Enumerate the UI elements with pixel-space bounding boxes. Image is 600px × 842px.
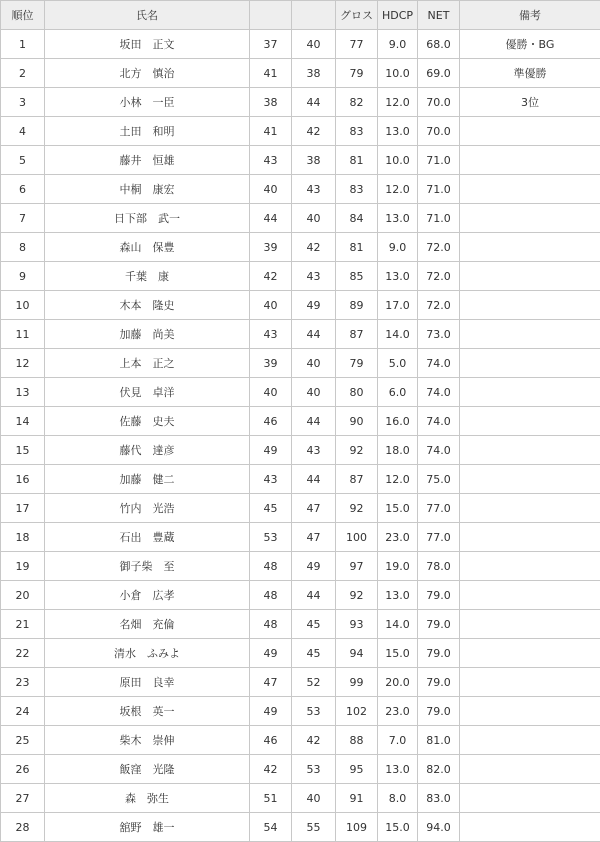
- gross-cell: 99: [336, 668, 378, 697]
- note-cell: 優勝・BG: [460, 30, 600, 59]
- name-cell: 原田 良幸: [45, 668, 250, 697]
- table-row: [1, 146, 600, 175]
- hdcp-cell: 14.0: [378, 320, 418, 349]
- gross-cell: 87: [336, 465, 378, 494]
- note-cell: [460, 407, 600, 436]
- out-score-cell: 48: [250, 581, 292, 610]
- net-cell: 78.0: [418, 552, 460, 581]
- table-row: [1, 117, 600, 146]
- hdcp-cell: 9.0: [378, 30, 418, 59]
- in-score-cell: 40: [292, 378, 336, 407]
- gross-cell: 97: [336, 552, 378, 581]
- rank-cell: 14: [1, 407, 45, 436]
- table-row: [1, 465, 600, 494]
- rank-cell: 5: [1, 146, 45, 175]
- hdcp-cell: 12.0: [378, 88, 418, 117]
- name-cell: 柴木 崇伸: [45, 726, 250, 755]
- out-score-cell: 42: [250, 755, 292, 784]
- note-cell: [460, 697, 600, 726]
- net-cell: 79.0: [418, 668, 460, 697]
- net-cell: 71.0: [418, 204, 460, 233]
- table-row: [1, 697, 600, 726]
- name-cell: 木本 隆史: [45, 291, 250, 320]
- table-row: [1, 610, 600, 639]
- table-row: [1, 581, 600, 610]
- gross-cell: 79: [336, 349, 378, 378]
- rank-cell: 18: [1, 523, 45, 552]
- out-score-cell: 48: [250, 552, 292, 581]
- name-cell: 藤代 達彦: [45, 436, 250, 465]
- header-note: 備考: [460, 1, 600, 30]
- name-cell: 加藤 健二: [45, 465, 250, 494]
- rank-cell: 15: [1, 436, 45, 465]
- table-row: [1, 639, 600, 668]
- out-score-cell: 54: [250, 813, 292, 842]
- name-cell: 小林 一臣: [45, 88, 250, 117]
- rank-cell: 8: [1, 233, 45, 262]
- in-score-cell: 40: [292, 784, 336, 813]
- rank-cell: 21: [1, 610, 45, 639]
- out-score-cell: 39: [250, 233, 292, 262]
- table-header: [1, 1, 600, 30]
- hdcp-cell: 13.0: [378, 581, 418, 610]
- note-cell: [460, 494, 600, 523]
- rank-cell: 12: [1, 349, 45, 378]
- in-score-cell: 43: [292, 436, 336, 465]
- in-score-cell: 43: [292, 262, 336, 291]
- gross-cell: 94: [336, 639, 378, 668]
- rank-cell: 23: [1, 668, 45, 697]
- rank-cell: 28: [1, 813, 45, 842]
- header-gross: グロス: [336, 1, 378, 30]
- hdcp-cell: 18.0: [378, 436, 418, 465]
- table-row: [1, 88, 600, 117]
- name-cell: 佐藤 史夫: [45, 407, 250, 436]
- net-cell: 75.0: [418, 465, 460, 494]
- out-score-cell: 39: [250, 349, 292, 378]
- out-score-cell: 43: [250, 465, 292, 494]
- net-cell: 71.0: [418, 146, 460, 175]
- gross-cell: 83: [336, 175, 378, 204]
- name-cell: 竹内 光浩: [45, 494, 250, 523]
- name-cell: 千葉 康: [45, 262, 250, 291]
- note-cell: [460, 378, 600, 407]
- gross-cell: 102: [336, 697, 378, 726]
- name-cell: 上本 正之: [45, 349, 250, 378]
- name-cell: 石出 豊蔵: [45, 523, 250, 552]
- in-score-cell: 38: [292, 59, 336, 88]
- hdcp-cell: 9.0: [378, 233, 418, 262]
- rank-cell: 17: [1, 494, 45, 523]
- hdcp-cell: 13.0: [378, 204, 418, 233]
- name-cell: 加藤 尚美: [45, 320, 250, 349]
- hdcp-cell: 6.0: [378, 378, 418, 407]
- net-cell: 72.0: [418, 233, 460, 262]
- net-cell: 70.0: [418, 88, 460, 117]
- note-cell: [460, 436, 600, 465]
- hdcp-cell: 13.0: [378, 262, 418, 291]
- header-row: [1, 1, 600, 30]
- in-score-cell: 43: [292, 175, 336, 204]
- name-cell: 小倉 広孝: [45, 581, 250, 610]
- hdcp-cell: 15.0: [378, 639, 418, 668]
- gross-cell: 100: [336, 523, 378, 552]
- note-cell: [460, 146, 600, 175]
- net-cell: 72.0: [418, 262, 460, 291]
- hdcp-cell: 13.0: [378, 755, 418, 784]
- in-score-cell: 44: [292, 320, 336, 349]
- gross-cell: 85: [336, 262, 378, 291]
- in-score-cell: 44: [292, 581, 336, 610]
- out-score-cell: 48: [250, 610, 292, 639]
- name-cell: 飯窪 光隆: [45, 755, 250, 784]
- in-score-cell: 53: [292, 697, 336, 726]
- note-cell: [460, 465, 600, 494]
- hdcp-cell: 7.0: [378, 726, 418, 755]
- gross-cell: 109: [336, 813, 378, 842]
- net-cell: 79.0: [418, 610, 460, 639]
- table-row: [1, 291, 600, 320]
- note-cell: [460, 523, 600, 552]
- rank-cell: 7: [1, 204, 45, 233]
- net-cell: 77.0: [418, 494, 460, 523]
- net-cell: 79.0: [418, 697, 460, 726]
- net-cell: 69.0: [418, 59, 460, 88]
- in-score-cell: 45: [292, 639, 336, 668]
- out-score-cell: 53: [250, 523, 292, 552]
- out-score-cell: 49: [250, 697, 292, 726]
- gross-cell: 91: [336, 784, 378, 813]
- gross-cell: 79: [336, 59, 378, 88]
- table-row: [1, 784, 600, 813]
- out-score-cell: 49: [250, 639, 292, 668]
- note-cell: [460, 175, 600, 204]
- note-cell: [460, 552, 600, 581]
- gross-cell: 90: [336, 407, 378, 436]
- note-cell: [460, 813, 600, 842]
- note-cell: [460, 204, 600, 233]
- hdcp-cell: 8.0: [378, 784, 418, 813]
- gross-cell: 92: [336, 494, 378, 523]
- note-cell: [460, 233, 600, 262]
- header-name: 氏名: [45, 1, 250, 30]
- out-score-cell: 41: [250, 117, 292, 146]
- out-score-cell: 44: [250, 204, 292, 233]
- rank-cell: 19: [1, 552, 45, 581]
- in-score-cell: 42: [292, 233, 336, 262]
- hdcp-cell: 16.0: [378, 407, 418, 436]
- header-out: [250, 1, 292, 30]
- rank-cell: 26: [1, 755, 45, 784]
- out-score-cell: 38: [250, 88, 292, 117]
- table-body: [1, 30, 600, 842]
- gross-cell: 89: [336, 291, 378, 320]
- gross-cell: 83: [336, 117, 378, 146]
- rank-cell: 6: [1, 175, 45, 204]
- hdcp-cell: 14.0: [378, 610, 418, 639]
- note-cell: 3位: [460, 88, 600, 117]
- gross-cell: 84: [336, 204, 378, 233]
- in-score-cell: 40: [292, 204, 336, 233]
- gross-cell: 82: [336, 88, 378, 117]
- rank-cell: 16: [1, 465, 45, 494]
- name-cell: 伏見 卓洋: [45, 378, 250, 407]
- table-row: [1, 30, 600, 59]
- out-score-cell: 51: [250, 784, 292, 813]
- table-row: [1, 349, 600, 378]
- in-score-cell: 38: [292, 146, 336, 175]
- table-row: [1, 813, 600, 842]
- in-score-cell: 47: [292, 494, 336, 523]
- rank-cell: 13: [1, 378, 45, 407]
- rank-cell: 4: [1, 117, 45, 146]
- in-score-cell: 53: [292, 755, 336, 784]
- name-cell: 中桐 康宏: [45, 175, 250, 204]
- hdcp-cell: 10.0: [378, 59, 418, 88]
- out-score-cell: 42: [250, 262, 292, 291]
- out-score-cell: 40: [250, 291, 292, 320]
- out-score-cell: 41: [250, 59, 292, 88]
- gross-cell: 88: [336, 726, 378, 755]
- table-row: [1, 494, 600, 523]
- net-cell: 94.0: [418, 813, 460, 842]
- rank-cell: 24: [1, 697, 45, 726]
- out-score-cell: 45: [250, 494, 292, 523]
- in-score-cell: 44: [292, 407, 336, 436]
- in-score-cell: 42: [292, 117, 336, 146]
- table-row: [1, 755, 600, 784]
- header-hdcp: HDCP: [378, 1, 418, 30]
- name-cell: 土田 和明: [45, 117, 250, 146]
- out-score-cell: 37: [250, 30, 292, 59]
- table-row: [1, 552, 600, 581]
- name-cell: 日下部 武一: [45, 204, 250, 233]
- header-net: NET: [418, 1, 460, 30]
- in-score-cell: 45: [292, 610, 336, 639]
- in-score-cell: 55: [292, 813, 336, 842]
- table-row: [1, 175, 600, 204]
- note-cell: [460, 581, 600, 610]
- table-row: [1, 204, 600, 233]
- net-cell: 81.0: [418, 726, 460, 755]
- rank-cell: 1: [1, 30, 45, 59]
- in-score-cell: 44: [292, 88, 336, 117]
- hdcp-cell: 17.0: [378, 291, 418, 320]
- table-row: [1, 436, 600, 465]
- net-cell: 73.0: [418, 320, 460, 349]
- note-cell: [460, 349, 600, 378]
- hdcp-cell: 19.0: [378, 552, 418, 581]
- out-score-cell: 47: [250, 668, 292, 697]
- out-score-cell: 46: [250, 407, 292, 436]
- table-row: [1, 262, 600, 291]
- net-cell: 74.0: [418, 407, 460, 436]
- note-cell: [460, 291, 600, 320]
- rank-cell: 3: [1, 88, 45, 117]
- name-cell: 森山 保豊: [45, 233, 250, 262]
- table-row: [1, 59, 600, 88]
- rank-cell: 2: [1, 59, 45, 88]
- out-score-cell: 40: [250, 175, 292, 204]
- gross-cell: 81: [336, 233, 378, 262]
- hdcp-cell: 23.0: [378, 523, 418, 552]
- net-cell: 82.0: [418, 755, 460, 784]
- in-score-cell: 40: [292, 30, 336, 59]
- table-row: [1, 233, 600, 262]
- rank-cell: 27: [1, 784, 45, 813]
- hdcp-cell: 12.0: [378, 465, 418, 494]
- in-score-cell: 47: [292, 523, 336, 552]
- out-score-cell: 43: [250, 146, 292, 175]
- out-score-cell: 49: [250, 436, 292, 465]
- hdcp-cell: 13.0: [378, 117, 418, 146]
- in-score-cell: 49: [292, 291, 336, 320]
- name-cell: 御子柴 至: [45, 552, 250, 581]
- name-cell: 坂根 英一: [45, 697, 250, 726]
- gross-cell: 95: [336, 755, 378, 784]
- name-cell: 藤井 恒雄: [45, 146, 250, 175]
- in-score-cell: 40: [292, 349, 336, 378]
- in-score-cell: 42: [292, 726, 336, 755]
- net-cell: 77.0: [418, 523, 460, 552]
- table-row: [1, 320, 600, 349]
- net-cell: 79.0: [418, 639, 460, 668]
- rank-cell: 22: [1, 639, 45, 668]
- out-score-cell: 43: [250, 320, 292, 349]
- header-rank: 順位: [1, 1, 45, 30]
- gross-cell: 92: [336, 581, 378, 610]
- table-row: [1, 407, 600, 436]
- rank-cell: 9: [1, 262, 45, 291]
- out-score-cell: 46: [250, 726, 292, 755]
- hdcp-cell: 12.0: [378, 175, 418, 204]
- note-cell: [460, 726, 600, 755]
- name-cell: 坂田 正文: [45, 30, 250, 59]
- rank-cell: 10: [1, 291, 45, 320]
- table-row: [1, 523, 600, 552]
- out-score-cell: 40: [250, 378, 292, 407]
- hdcp-cell: 10.0: [378, 146, 418, 175]
- net-cell: 71.0: [418, 175, 460, 204]
- table-row: [1, 668, 600, 697]
- hdcp-cell: 15.0: [378, 813, 418, 842]
- name-cell: 森 弥生: [45, 784, 250, 813]
- hdcp-cell: 20.0: [378, 668, 418, 697]
- hdcp-cell: 23.0: [378, 697, 418, 726]
- table-row: [1, 378, 600, 407]
- name-cell: 清水 ふみよ: [45, 639, 250, 668]
- gross-cell: 80: [336, 378, 378, 407]
- net-cell: 79.0: [418, 581, 460, 610]
- note-cell: 準優勝: [460, 59, 600, 88]
- header-in: [292, 1, 336, 30]
- name-cell: 名畑 充倫: [45, 610, 250, 639]
- net-cell: 74.0: [418, 436, 460, 465]
- note-cell: [460, 668, 600, 697]
- note-cell: [460, 117, 600, 146]
- rank-cell: 11: [1, 320, 45, 349]
- net-cell: 70.0: [418, 117, 460, 146]
- note-cell: [460, 262, 600, 291]
- in-score-cell: 44: [292, 465, 336, 494]
- hdcp-cell: 5.0: [378, 349, 418, 378]
- rank-cell: 20: [1, 581, 45, 610]
- gross-cell: 87: [336, 320, 378, 349]
- in-score-cell: 52: [292, 668, 336, 697]
- gross-cell: 77: [336, 30, 378, 59]
- note-cell: [460, 320, 600, 349]
- gross-cell: 93: [336, 610, 378, 639]
- note-cell: [460, 784, 600, 813]
- table-row: [1, 726, 600, 755]
- rank-cell: 25: [1, 726, 45, 755]
- in-score-cell: 49: [292, 552, 336, 581]
- net-cell: 74.0: [418, 349, 460, 378]
- gross-cell: 92: [336, 436, 378, 465]
- note-cell: [460, 610, 600, 639]
- gross-cell: 81: [336, 146, 378, 175]
- note-cell: [460, 639, 600, 668]
- net-cell: 68.0: [418, 30, 460, 59]
- net-cell: 74.0: [418, 378, 460, 407]
- net-cell: 83.0: [418, 784, 460, 813]
- hdcp-cell: 15.0: [378, 494, 418, 523]
- name-cell: 舘野 雄一: [45, 813, 250, 842]
- note-cell: [460, 755, 600, 784]
- name-cell: 北方 慎治: [45, 59, 250, 88]
- net-cell: 72.0: [418, 291, 460, 320]
